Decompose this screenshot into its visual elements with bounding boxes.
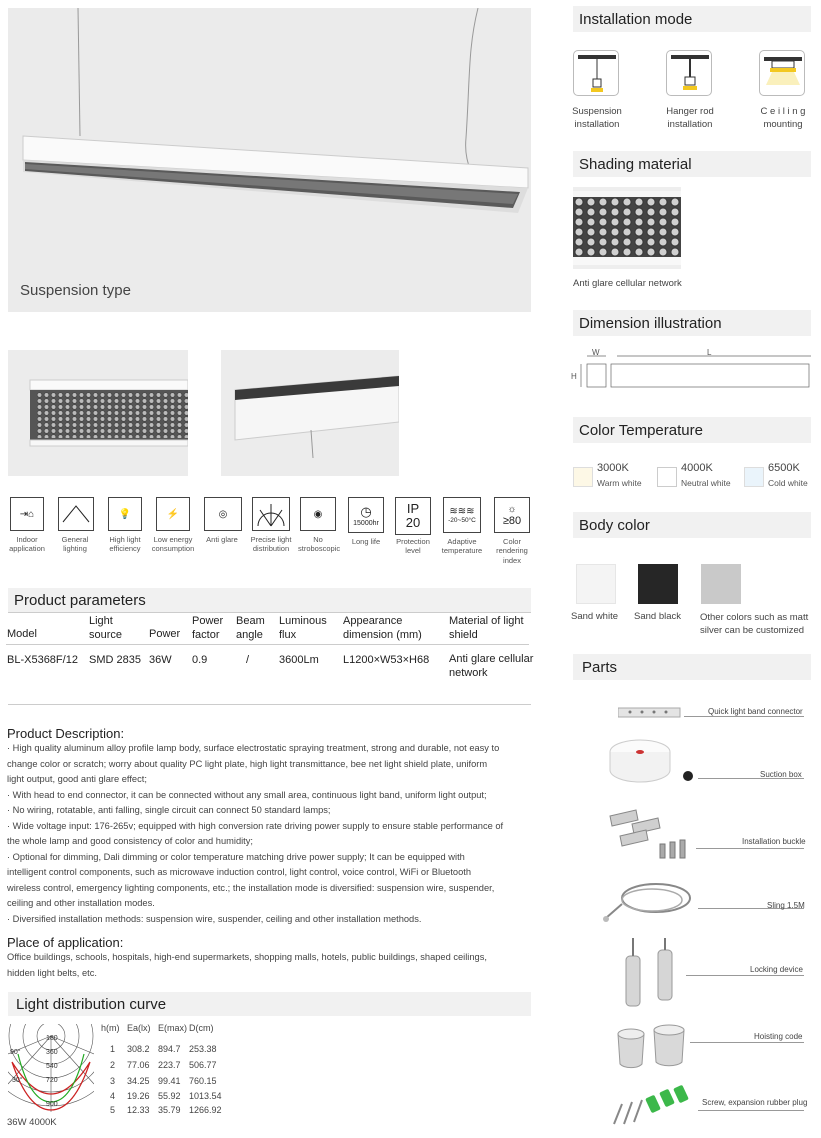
feature-distribution: Precise light distribution	[249, 497, 293, 554]
polar-label-900: 900	[46, 1101, 58, 1108]
feature-efficiency: 💡 High light efficiency	[103, 497, 147, 554]
part-hoisting-code: Hoisting code	[754, 1032, 803, 1041]
description-body: · High quality aluminum alloy profile lamp body, surface electrostatic spraying treatment, strong and durable, not easy to change color or scratch; worry about quality PC light plate, high light transmittance, bee net light shield plate, uniform light output, good anti glare effect; · With head to end connector, it can be connected without any small area, continuous light band, uniform light output; · No wiring, rotatable, anti falling, single circuit can connect 50 standard lamps; · Wide voltage input: 176-265v; equipped with high conversion rate driving power supply to ensure stable performance of the whole lamp and good consistency of color and humidity; · Optional for dimming, Dali dimming or color temperature matching drive power supply; It can be equipped with intelligent control components, such as microwave induction control, light control, voice control, WiFi or Bluetooth wireless control, emergency lighting components, etc.; the installation mode is diversified: suspension wire, suspender, ceiling and other installation modes. · Diversified installation methods: suspension wire, suspender, ceiling and other installation methods.	[7, 743, 504, 924]
curve-row-5-emax: 35.79	[158, 1105, 181, 1115]
param-header-source: Light source	[89, 615, 123, 641]
parts-title: Parts	[573, 654, 811, 680]
ceiling-icon	[759, 50, 805, 96]
polar-angle-30: 30°	[12, 1077, 23, 1084]
swatch-sand-black	[638, 564, 678, 604]
curve-row-1-h: 1	[110, 1044, 116, 1054]
temperature-icon: ≋≋≋ -20~50°C	[443, 497, 481, 533]
polar-label-180: 180	[46, 1035, 58, 1042]
curve-header-ea: Ea(lx)	[127, 1023, 151, 1033]
suspension-icon	[573, 50, 619, 96]
hero-image	[8, 8, 531, 312]
polar-label-360: 360	[46, 1049, 58, 1056]
feature-temperature: ≋≋≋ -20~50°C Adaptive temperature	[441, 497, 483, 556]
curve-title: Light distribution curve	[8, 992, 531, 1016]
curve-row-1-d: 253.38	[189, 1044, 217, 1054]
param-source: SMD 2835	[89, 654, 141, 666]
body-color-list: Sand white Sand black Other colors such as matt silver can be customized	[573, 564, 818, 639]
param-pf: 0.9	[192, 654, 208, 666]
param-material: Anti glare cellular network	[449, 653, 534, 679]
detail-thumb-end	[8, 350, 188, 476]
hero-caption: Suspension type	[20, 282, 131, 299]
locking-device-image	[616, 938, 686, 1010]
feature-cri: ☼ ≥80 Color rendering index	[489, 497, 535, 565]
param-header-dimension: Appearance dimension (mm)	[343, 615, 422, 641]
curve-row-3-emax: 99.41	[158, 1076, 181, 1086]
curve-row-3-h: 3	[110, 1076, 116, 1086]
feature-icons	[7, 497, 537, 567]
screw-plug-image	[608, 1084, 698, 1128]
part-locking-device: Locking device	[750, 965, 803, 974]
curve-row-3-d: 760.15	[189, 1076, 217, 1086]
color-temp-list: 3000K Warm white 4000K Neutral white 6500K Cold white	[573, 463, 818, 493]
part-screw-plug: Screw, expansion rubber plug	[702, 1098, 808, 1107]
polar-label-540: 540	[46, 1063, 58, 1070]
curve-row-2-d: 506.77	[189, 1060, 217, 1070]
curve-header-emax: E(max)	[158, 1023, 187, 1033]
curve-row-2-ea: 77.06	[127, 1060, 150, 1070]
polar-angle-90: 90°	[10, 1049, 21, 1056]
anti-glare-icon: ◎	[204, 497, 242, 531]
feature-stroboscopic: ◉ No stroboscopic	[298, 497, 338, 554]
bulb-icon: 💡	[108, 497, 142, 531]
feature-general: General lighting	[54, 497, 96, 554]
curve-caption: 36W 4000K	[7, 1117, 57, 1128]
curve-row-5-h: 5	[110, 1105, 116, 1115]
curve-row-5-d: 1266.92	[189, 1105, 222, 1115]
params-divider	[8, 612, 531, 613]
param-beam: /	[246, 654, 250, 666]
dim-h: H	[571, 372, 577, 381]
clock-icon: ◷ 15000hr	[348, 497, 384, 533]
param-power: 36W	[149, 654, 172, 666]
swatch-3000k	[573, 467, 593, 487]
curve-row-1-emax: 894.7	[158, 1044, 181, 1054]
general-lighting-icon	[58, 497, 94, 531]
param-header-material: Material of light shield	[449, 615, 524, 641]
plug-leaf-icon: ⚡	[156, 497, 190, 531]
swatch-4000k	[657, 467, 677, 487]
suction-box-image	[608, 736, 698, 790]
color-temp-title: Color Temperature	[573, 417, 811, 443]
application-title: Place of application:	[7, 935, 124, 950]
indoor-icon: ⇥⌂	[10, 497, 44, 531]
param-dimension: L1200×W53×H68	[343, 654, 430, 666]
part-connector: Quick light band connector	[708, 707, 803, 716]
body-color-title: Body color	[573, 512, 811, 538]
shading-caption: Anti glare cellular network	[573, 278, 682, 289]
hoisting-code-image	[614, 1020, 690, 1072]
param-model: BL-X5368F/12	[7, 654, 78, 666]
curve-row-1-ea: 308.2	[127, 1044, 150, 1054]
param-header-model: Model	[7, 628, 37, 640]
feature-anti-glare: ◎ Anti glare	[201, 497, 243, 544]
curve-row-4-ea: 19.26	[127, 1091, 150, 1101]
feature-long-life: ◷ 15000hr Long life	[346, 497, 386, 546]
curve-row-2-h: 2	[110, 1060, 116, 1070]
polar-chart	[8, 1024, 94, 1112]
param-flux: 3600Lm	[279, 654, 319, 666]
sling-image	[602, 878, 698, 926]
buckle-image	[606, 808, 696, 862]
part-installation-buckle: Installation buckle	[742, 837, 806, 846]
params-title: Product parameters	[8, 588, 531, 612]
swatch-6500k	[744, 467, 764, 487]
feature-energy: ⚡ Low energy consumption	[150, 497, 196, 554]
param-header-flux: Luminous flux	[279, 615, 327, 641]
parts-list	[600, 690, 815, 1130]
ip-icon: IP 20	[395, 497, 431, 535]
installation-modes: Suspension installation Hanger rod installation C e i l i n g mounting	[573, 48, 811, 138]
dimension-title: Dimension illustration	[573, 310, 811, 336]
suspension-lamp-illustration	[8, 8, 531, 312]
curve-row-5-ea: 12.33	[127, 1105, 150, 1115]
description-title: Product Description:	[7, 726, 125, 741]
application-body: Office buildings, schools, hospitals, high-end supermarkets, shopping malls, hotels, public buildings, shaped ceilings, hidden light belts, etc.	[7, 952, 487, 978]
detail-thumb-side	[221, 350, 399, 476]
curve-header-h: h(m)	[101, 1023, 120, 1033]
part-suction-box: Suction box	[760, 770, 802, 779]
distribution-icon	[252, 497, 290, 531]
polar-label-720: 720	[46, 1077, 58, 1084]
feature-protection: IP 20 Protection level	[393, 497, 433, 556]
connector-image	[618, 706, 684, 720]
shading-title: Shading material	[573, 151, 811, 177]
swatch-matt-silver	[701, 564, 741, 604]
swatch-sand-white	[576, 564, 616, 604]
sun-icon: ☼ ≥80	[494, 497, 530, 533]
curve-row-3-ea: 34.25	[127, 1076, 150, 1086]
part-sling: Sling 1.5M	[767, 901, 805, 910]
curve-row-4-emax: 55.92	[158, 1091, 181, 1101]
curve-row-4-h: 4	[110, 1091, 116, 1101]
hanger-rod-icon	[666, 50, 712, 96]
param-header-pf: Power factor	[192, 615, 224, 641]
feature-indoor: ⇥⌂ Indoor application	[7, 497, 47, 554]
param-header-beam: Beam angle	[236, 615, 265, 641]
param-header-power: Power	[149, 628, 181, 640]
installation-title: Installation mode	[573, 6, 811, 32]
shading-image	[573, 187, 681, 269]
curve-row-2-emax: 223.7	[158, 1060, 181, 1070]
curve-header-d: D(cm)	[189, 1023, 214, 1033]
eye-icon: ◉	[300, 497, 336, 531]
dimension-drawing	[569, 345, 814, 393]
curve-row-4-d: 1013.54	[189, 1091, 222, 1101]
dim-l: L	[707, 348, 712, 357]
dim-w: W	[592, 348, 600, 357]
